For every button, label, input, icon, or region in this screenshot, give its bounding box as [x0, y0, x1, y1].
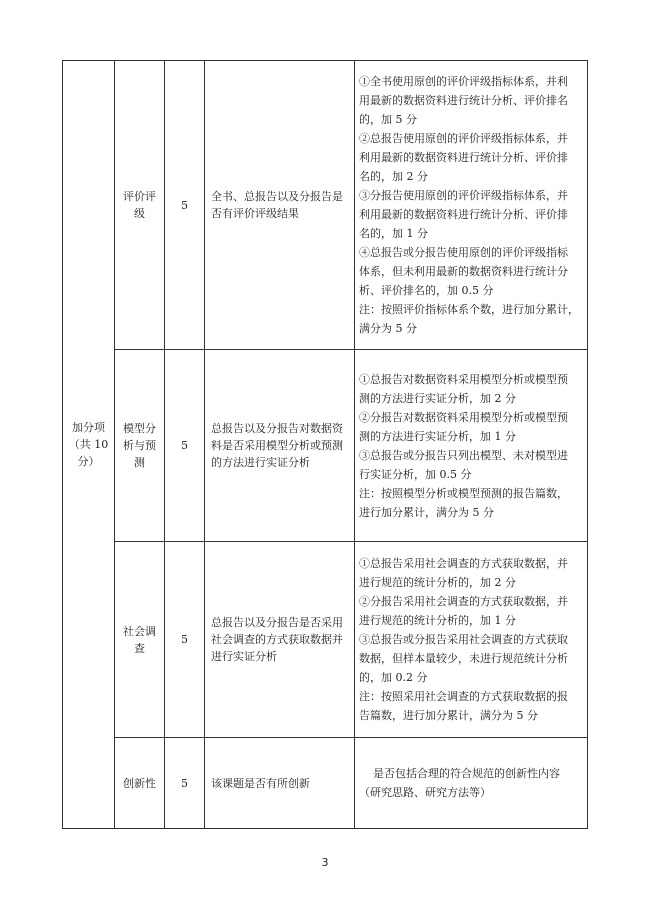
score-cell: 5: [165, 350, 205, 542]
criteria-line: 行实证分析，加 0.5 分: [359, 467, 472, 481]
criteria-line: ①总报告采用社会调查的方式获取数据，并: [359, 557, 568, 570]
item-line: 析与预: [123, 439, 156, 452]
criteria-line: 满分为 5 分: [359, 322, 417, 335]
table-row: [63, 61, 588, 350]
criteria-line: ①总报告对数据资料采用模型分析或模型预: [359, 372, 568, 386]
item-name-cell: [115, 542, 165, 738]
criteria-line: 名的，加 2 分: [359, 170, 428, 183]
item-line: 级: [134, 207, 145, 220]
description-line: 总报告以及分报告是否采用: [211, 616, 343, 629]
criteria-line: ②分报告对数据资料采用模型分析或模型预: [359, 410, 568, 424]
criteria-line: ③分报告使用原创的评价评级指标体系，并: [359, 189, 568, 202]
item-name-cell: [115, 350, 165, 542]
criteria-cell: [355, 542, 588, 738]
criteria-line: 是否包括合理的符合规范的创新性内容: [359, 767, 560, 780]
category-cell: [63, 61, 115, 829]
criteria-line: 进行加分累计，满分为 5 分: [359, 505, 494, 519]
item-line: 查: [134, 641, 145, 655]
criteria-cell: [355, 61, 588, 350]
criteria-line: 注：按照评价指标体系个数，进行加分累计，: [359, 303, 579, 316]
table-row: [63, 350, 588, 542]
table-row: [63, 542, 588, 738]
description-line: 总报告以及分报告对数据资: [211, 422, 343, 435]
item-line: 模型分: [123, 422, 156, 435]
table-row: [63, 738, 588, 829]
criteria-line: 的，加 5 分: [359, 113, 417, 126]
criteria-line: 测的方法进行实证分析，加 2 分: [359, 391, 516, 405]
item-line: 测: [134, 456, 145, 469]
criteria-line: ③总报告或分报告只列出模型、未对模型进: [359, 448, 568, 462]
category-line: 分）: [77, 455, 100, 468]
scoring-table: [62, 60, 588, 829]
criteria-line: 告篇数，进行加分累计，满分为 5 分: [359, 709, 538, 722]
page-number: 3: [321, 856, 329, 869]
criteria-line: 进行规范的统计分析的，加 1 分: [359, 614, 516, 627]
item-line: 创新性: [123, 776, 156, 790]
criteria-line: 体系，但未利用最新的数据资料进行统计分: [359, 265, 568, 278]
score-cell: 5: [165, 542, 205, 738]
criteria-cell: [355, 738, 588, 829]
criteria-line: 注：按照模型分析或模型预测的报告篇数，: [359, 486, 568, 500]
score-cell: 5: [165, 61, 205, 350]
description-line: 的方法进行实证分析: [211, 456, 310, 469]
description-cell: [205, 350, 355, 542]
criteria-line: 数据，但样本量较少，未进行规范统计分析: [359, 652, 568, 665]
description-line: 社会调查的方式获取数据并: [211, 633, 343, 646]
criteria-line: 注：按照采用社会调查的方式获取数据的报: [359, 690, 568, 703]
criteria-line: ③总报告或分报告采用社会调查的方式获取: [359, 633, 568, 646]
description-line: 全书、总报告以及分报告是: [211, 190, 343, 203]
criteria-line: （研究思路、研究方法等）: [359, 786, 491, 799]
category-line: 加分项: [72, 421, 105, 434]
description-line: 该课题是否有所创新: [211, 776, 310, 790]
criteria-line: 进行规范的统计分析的，加 2 分: [359, 576, 516, 589]
criteria-line: 析、评价排名的，加 0.5 分: [359, 284, 494, 297]
description-cell: [205, 61, 355, 350]
description-line: 进行实证分析: [211, 650, 277, 663]
criteria-line: ④总报告或分报告使用原创的评价评级指标: [359, 246, 568, 259]
description-cell: [205, 738, 355, 829]
criteria-line: ②总报告使用原创的评价评级指标体系，并: [359, 132, 568, 145]
criteria-line: 利用最新的数据资料进行统计分析、评价排: [359, 208, 568, 221]
criteria-line: 的，加 0.2 分: [359, 671, 428, 684]
item-line: 社会调: [123, 624, 156, 638]
score-cell: 5: [165, 738, 205, 829]
criteria-line: 用最新的数据资料进行统计分析、评价排名: [359, 94, 568, 107]
description-cell: [205, 542, 355, 738]
category-line: （共 10: [68, 438, 109, 451]
description-line: 料是否采用模型分析或预测: [211, 439, 343, 452]
criteria-line: 名的，加 1 分: [359, 227, 428, 240]
criteria-line: 利用最新的数据资料进行统计分析、评价排: [359, 151, 568, 164]
item-name-cell: [115, 61, 165, 350]
criteria-line: ①全书使用原创的评价评级指标体系，并利: [359, 75, 568, 88]
item-name-cell: [115, 738, 165, 829]
criteria-line: 测的方法进行实证分析，加 1 分: [359, 429, 516, 443]
item-line: 评价评: [123, 190, 156, 203]
description-line: 否有评价评级结果: [211, 207, 299, 220]
criteria-line: ②分报告采用社会调查的方式获取数据，并: [359, 595, 568, 608]
criteria-cell: [355, 350, 588, 542]
